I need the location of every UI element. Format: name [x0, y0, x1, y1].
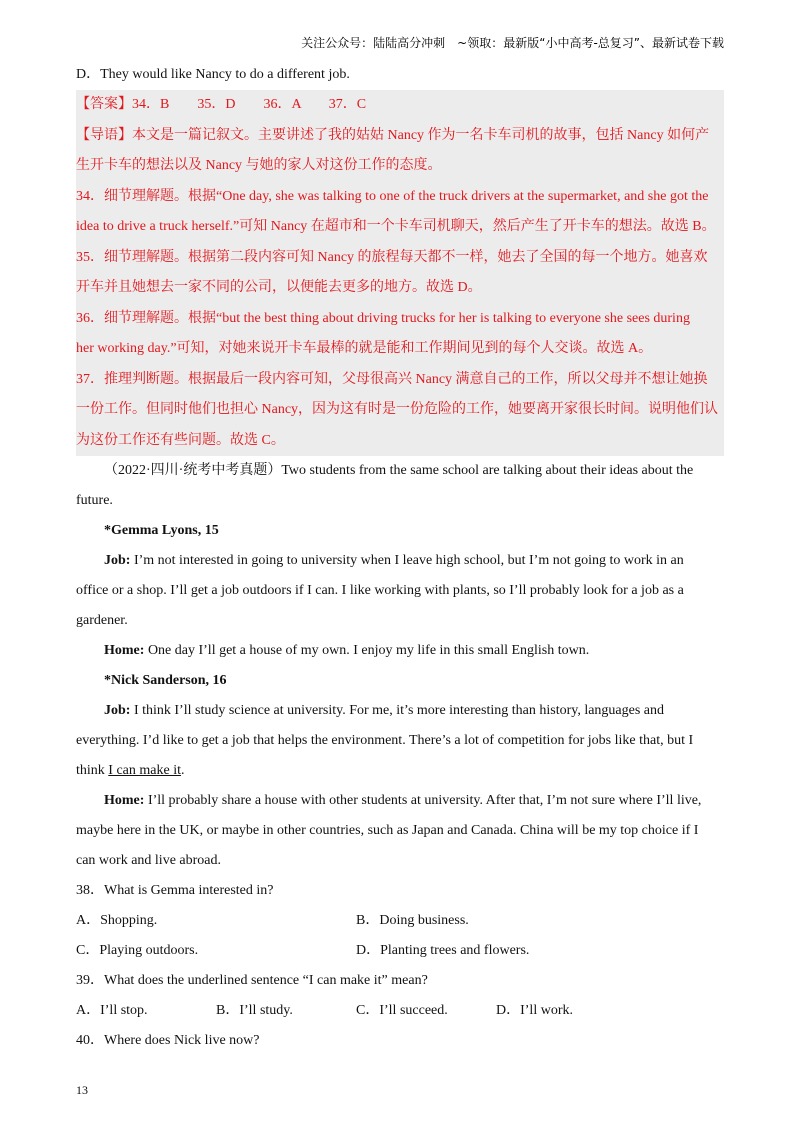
explanation-line: 【导语】本文是一篇记叙文。主要讲述了我的姑姑 Nancy 作为一名卡车司机的故事，包括 Nancy 如何产 [76, 127, 710, 143]
question-40: 40．Where does Nick live now? [76, 1033, 260, 1048]
nick-job-text: I think I’ll study science at university. For me, it’s more interesting than history, languages and [130, 703, 665, 718]
question-39-options [76, 996, 724, 1026]
previous-option-d: D．They would like Nancy to do a different job. [76, 67, 350, 82]
job-label: Job: [104, 703, 131, 718]
explanation-line: 生开卡车的想法以及 Nancy 与她的家人对这份工作的态度。 [76, 158, 442, 173]
explanation-line: 一份工作。但同时他们也担心 Nancy，因为这有时是一份危险的工作，她要离开家很长时间。说明他们认 [76, 402, 719, 417]
answer-explanation-block [76, 90, 724, 456]
explanation-line: 为这份工作还有些问题。故选 C。 [76, 432, 285, 448]
question-39: 39．What does the underlined sentence “I can make it” mean? [76, 973, 428, 988]
gemma-job-text: I’m not interested in going to university when I leave high school, but I’m not going to work in an [130, 553, 684, 568]
underlined-sentence: I can make it [108, 763, 181, 778]
nick-job-paragraph [76, 696, 724, 726]
explanation-line: 36．细节理解题。根据“but the best thing about driving trucks for her is talking to everyone she sees during [76, 310, 690, 326]
page-number: 13 [76, 1083, 88, 1097]
speaker-nick: *Nick Sanderson, 16 [104, 673, 227, 688]
gemma-job-line: gardener. [76, 613, 128, 628]
page-content [76, 60, 724, 1056]
explanation-line: 开车并且她想去一家不同的公司，以便能去更多的地方。故选 D。 [76, 280, 482, 295]
nick-job-text: . [180, 763, 185, 778]
page-header: 关注公众号：陆陆高分冲刺 ~领取：最新版“小中高考-总复习”、最新试卷下载 [301, 36, 724, 50]
option-a: A．I’ll stop. [76, 1003, 148, 1018]
option-a: A．Shopping. [76, 913, 158, 928]
question-38: 38．What is Gemma interested in? [76, 883, 274, 898]
question-38-options-row1 [76, 906, 724, 936]
explanation-line: 35．细节理解题。根据第二段内容可知 Nancy 的旅程每天都不一样，她去了全国的每一个地方。她喜欢 [76, 249, 708, 265]
option-b: B．Doing business. [356, 913, 469, 928]
explanation-line: idea to drive a truck herself.”可知 Nancy 在超市和一个卡车司机聊天，然后产生了开卡车的想法。故选 B。 [76, 219, 716, 234]
explanation-line: 34．细节理解题。根据“One day, she was talking to one of the truck drivers at the supermarket, and she got the [76, 188, 709, 204]
option-b: B．I’ll study. [216, 1003, 293, 1018]
option-d: D．I’ll work. [496, 1003, 573, 1018]
gemma-job-paragraph [76, 546, 724, 576]
nick-job-line [76, 756, 724, 786]
question-38-options-row2 [76, 936, 724, 966]
gemma-job-line: office or a shop. I’ll get a job outdoors if I can. I like working with plants, so I’ll probably look for a job as a [76, 583, 684, 598]
passage-intro-cont: future. [76, 493, 113, 508]
nick-home-paragraph [76, 786, 724, 816]
nick-home-line: can work and live abroad. [76, 853, 221, 868]
option-d: D．Planting trees and flowers. [356, 943, 530, 958]
gemma-home-text: One day I’ll get a house of my own. I enjoy my life in this small English town. [144, 643, 590, 658]
nick-home-text: I’ll probably share a house with other students at university. After that, I’m not sure where I’ll live, [144, 793, 702, 808]
explanation-line: 37．推理判断题。根据最后一段内容可知，父母很高兴 Nancy 满意自己的工作，所以父母并不想让她换 [76, 371, 708, 387]
passage-intro: （2022·四川·统考中考真题）Two students from the same school are talking about their ideas about the [104, 463, 694, 478]
gemma-home-paragraph [76, 636, 724, 666]
speaker-gemma: *Gemma Lyons, 15 [104, 523, 219, 538]
explanation-line: her working day.”可知，对她来说开卡车最棒的就是能和工作期间见到的每个人交谈。故选 A。 [76, 341, 653, 356]
home-label: Home: [104, 793, 145, 808]
answer-key: 【答案】34．B 35．D 36．A 37．C [76, 97, 367, 112]
job-label: Job: [104, 553, 131, 568]
option-c: C．Playing outdoors. [76, 943, 199, 958]
nick-home-line: maybe here in the UK, or maybe in other countries, such as Japan and Canada. China will be my top choice if I [76, 823, 699, 838]
nick-job-line: everything. I’d like to get a job that helps the environment. There’s a lot of competition for jobs like that, but I [76, 733, 694, 748]
option-c: C．I’ll succeed. [356, 1003, 448, 1018]
home-label: Home: [104, 643, 145, 658]
nick-job-text: think [76, 763, 109, 778]
